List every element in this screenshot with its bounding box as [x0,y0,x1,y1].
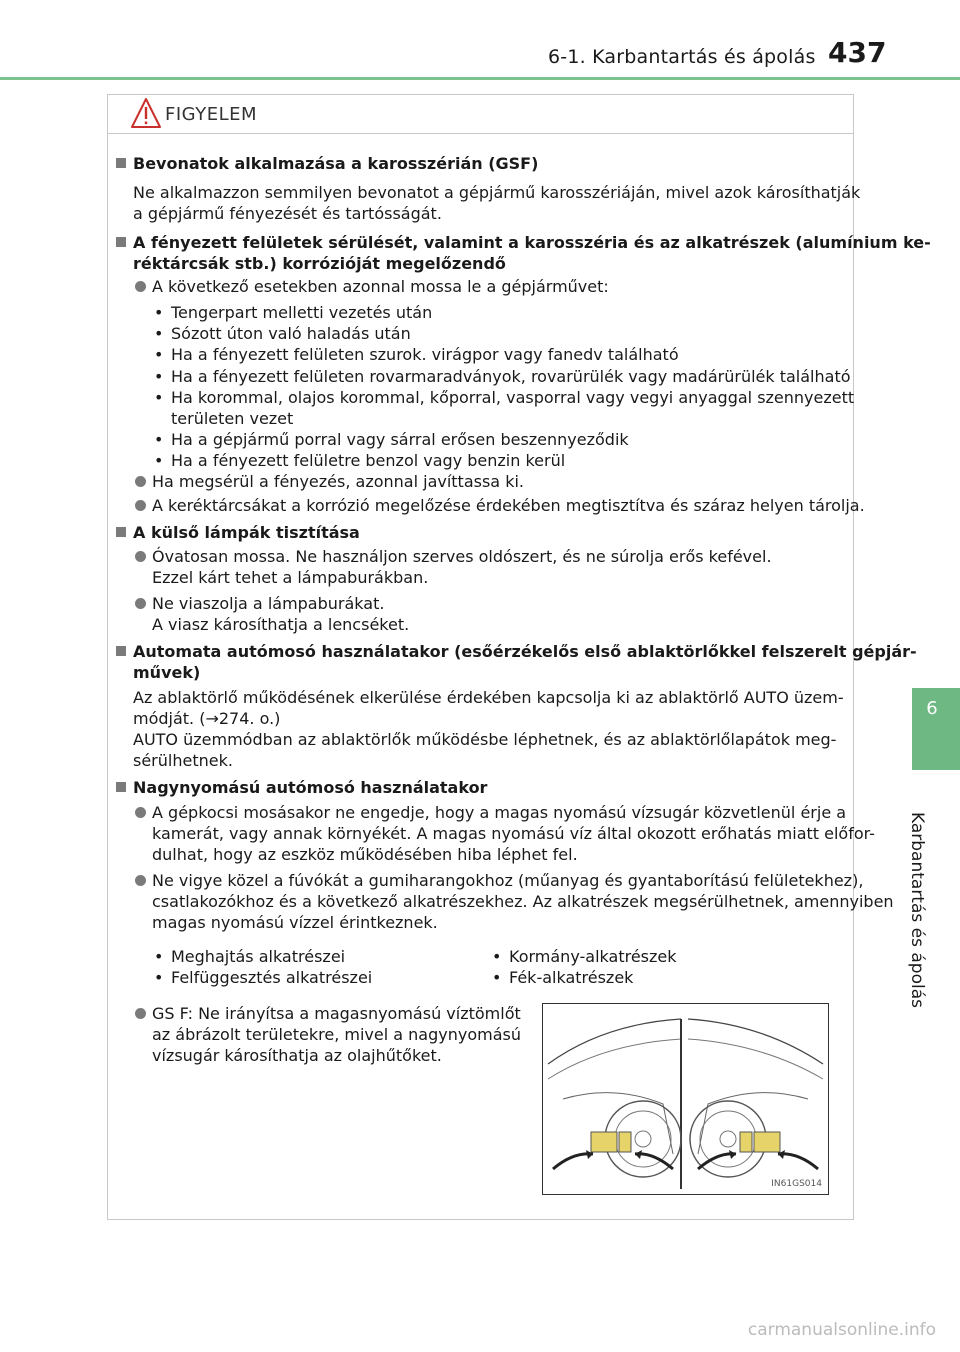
car-front-drawing-icon [543,1004,828,1194]
figure-code: IN61GS014 [771,1179,822,1189]
bullet-icon: • [154,324,164,343]
chapter-tab-label: Karbantartás és ápolás [907,812,927,1008]
bullet-dot-icon [135,875,146,886]
bullet-dot-icon [135,476,146,487]
paragraph-line: AUTO üzemmódban az ablaktörlők működésbe léphetnek, és az ablaktörlőlapátok meg- [133,730,837,749]
bullet-icon: • [492,947,502,966]
bullet-icon: • [154,968,164,987]
list-item: Meghajtás alkatrészei [171,947,346,966]
bullet-dot-icon [135,598,146,609]
paragraph-line: Ne alkalmazzon semmilyen bevonatot a gépjármű karosszériáján, mivel azok károsíthatják [133,183,861,202]
list-item: Fék-alkatrészek [509,968,634,987]
paragraph-line: az ábrázolt területekre, mivel a nagynyomású [152,1025,521,1044]
section-heading: Automata autómosó használatakor (esőérzékelős első ablaktörlőkkel felszerelt gépjár- [133,642,917,661]
bullet-dot-icon [135,281,146,292]
list-item: Ha korommal, olajos korommal, kőporral, vasporral vagy vegyi anyaggal szennyezett [171,388,855,407]
paragraph-line: Ezzel kárt tehet a lámpaburákban. [152,568,429,587]
paragraph-line: kamerát, vagy annak környékét. A magas nyomású víz által okozott erőhatás miatt előfor- [152,824,875,843]
paragraph-line: Ne vigye közel a fúvókát a gumiharangokhoz (műanyag és gyantaborítású felületekhez), [152,871,864,890]
list-item: Ha a fényezett felületen rovarmaradványok, rovarürülék vagy madárürülék található [171,367,851,386]
bullet-icon: • [154,388,164,407]
bullet-dot-icon [135,551,146,562]
bullet-icon: • [154,303,164,322]
section-marker-icon [116,527,126,537]
paragraph-line: Ne viaszolja a lámpaburákat. [152,594,385,613]
paragraph-line: A gépkocsi mosásakor ne engedje, hogy a magas nyomású vízsugár közvetlenül érje a [152,803,847,822]
paragraph-line: A következő esetekben azonnal mossa le a gépjárművet: [152,277,609,296]
list-item: Kormány-alkatrészek [509,947,677,966]
paragraph-line: magas nyomású vízzel érintkeznek. [152,913,438,932]
paragraph-line: A viasz károsíthatja a lencséket. [152,615,410,634]
paragraph-line: A keréktárcsákat a korrózió megelőzése érdekében megtisztítva és száraz helyen tárolja. [152,496,865,515]
section-marker-icon [116,782,126,792]
header-divider [0,77,960,80]
list-item: Ha a gépjármű porral vagy sárral erősen beszennyeződik [171,430,629,449]
list-item: Felfüggesztés alkatrészei [171,968,373,987]
bullet-icon: • [492,968,502,987]
section-heading: A külső lámpák tisztítása [133,523,360,542]
section-marker-icon [116,646,126,656]
bullet-dot-icon [135,1008,146,1019]
paragraph-line: GS F: Ne irányítsa a magasnyomású víztömlőt [152,1004,521,1023]
bullet-icon: • [154,451,164,470]
bullet-icon: • [154,367,164,386]
section-heading: A fényezett felületek sérülését, valamint a karosszéria és az alkatrészek (alumínium ke- [133,233,931,252]
paragraph-line: Ha megsérül a fényezés, azonnal javíttassa ki. [152,472,524,491]
paragraph-line: vízsugár károsíthatja az olajhűtőket. [152,1046,442,1065]
paragraph-line: dulhat, hogy az eszköz működésében hiba léphet fel. [152,845,578,864]
bullet-icon: • [154,947,164,966]
bullet-dot-icon [135,807,146,818]
paragraph-line: sérülhetnek. [133,751,233,770]
list-item: Sózott úton való haladás után [171,324,411,343]
bullet-dot-icon [135,500,146,511]
list-item: Tengerpart melletti vezetés után [171,303,433,322]
warning-box-divider [107,133,853,134]
section-heading: réktárcsák stb.) korrózióját megelőzendő [133,254,506,273]
paragraph-line: módját. (→274. o.) [133,709,281,728]
section-heading: Bevonatok alkalmazása a karosszérián (GSF) [133,154,539,173]
paragraph-line: csatlakozókhoz és a következő alkatrészekhez. Az alkatrészek megsérülhetnek, amennyiben [152,892,894,911]
section-title: 6-1. Karbantartás és ápolás [548,46,816,68]
section-marker-icon [116,158,126,168]
paragraph-line: Óvatosan mossa. Ne használjon szerves oldószert, és ne súrolja erős kefével. [152,547,772,566]
paragraph-line: Az ablaktörlő működésének elkerülése érdekében kapcsolja ki az ablaktörlő AUTO üzem- [133,688,844,707]
bullet-icon: • [154,345,164,364]
list-item: Ha a fényezett felületen szurok. virágpor vagy fanedv található [171,345,679,364]
section-heading: Nagynyomású autómosó használatakor [133,778,488,797]
warning-triangle-icon [131,97,161,129]
paragraph-line: a gépjármű fényezését és tartósságát. [133,204,442,223]
bullet-icon: • [154,430,164,449]
list-item: területen vezet [171,409,294,428]
watermark: carmanualsonline.info [747,1320,936,1340]
oil-cooler-illustration [542,1003,829,1195]
chapter-tab-number: 6 [926,698,938,719]
warning-title: FIGYELEM [165,104,258,125]
list-item: Ha a fényezett felületre benzol vagy benzin kerül [171,451,566,470]
section-marker-icon [116,237,126,247]
section-heading: művek) [133,663,201,682]
page-number: 437 [828,36,887,69]
